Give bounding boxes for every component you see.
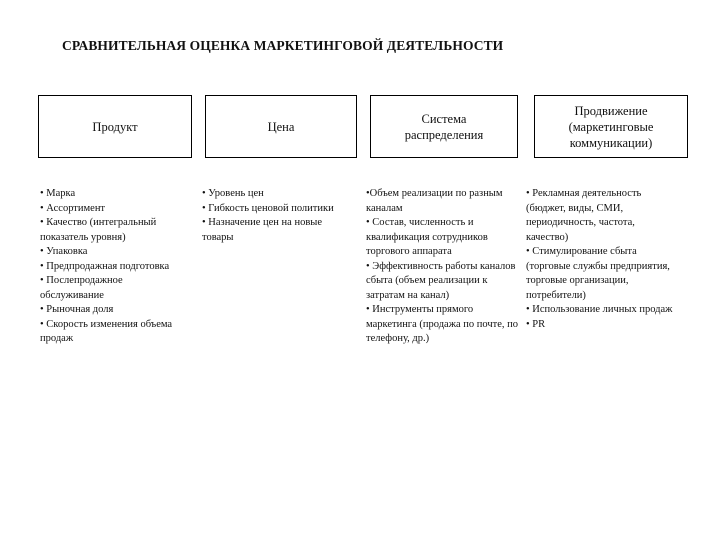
promotion-items-list: [526, 187, 676, 332]
page-title: СРАВНИТЕЛЬНАЯ ОЦЕНКА МАРКЕТИНГОВОЙ ДЕЯТЕЛЬНОСТИ: [62, 38, 504, 53]
price-items-list: [202, 187, 352, 245]
header-label-promotion: Продвижение (маркетинговые коммуникации): [568, 103, 654, 150]
product-items-list: [40, 187, 186, 347]
list-item: • Рекламная деятельность (бюджет, виды, СМИ, периодичность, частота, качество): [526, 188, 642, 243]
list-item: • Уровень цен: [202, 188, 264, 199]
list-item: • PR: [526, 318, 546, 330]
list-item: • Послепродажное обслуживание: [40, 275, 123, 301]
list-item: • Инструменты прямого маркетинга (продажа по почте, по телефону, др.): [366, 304, 518, 344]
list-item: • Рыночная доля: [40, 304, 114, 315]
list-item: • Использование личных продаж: [526, 304, 673, 315]
list-item: • Назначение цен на новые товары: [202, 217, 322, 243]
list-item: • Ассортимент: [40, 202, 106, 214]
header-box-distribution: [370, 95, 518, 158]
header-box-product: [38, 95, 192, 158]
list-item: • Качество (интегральный показатель уровня): [40, 217, 157, 243]
list-item: • Эффективность работы каналов сбыта (объем реализации к затратам на канал): [366, 260, 516, 301]
list-item: • Состав, численность и квалификация сотрудников торгового аппарата: [366, 217, 488, 257]
header-box-price: [205, 95, 357, 158]
list-item: • Гибкость ценовой политики: [202, 202, 334, 214]
list-item: • Скорость изменения объема продаж: [40, 318, 173, 344]
distribution-items-list: [366, 187, 518, 347]
list-item: • Марка: [40, 188, 76, 199]
header-box-promotion: [534, 95, 688, 158]
header-label-product: Продукт: [92, 119, 138, 134]
list-item: • Стимулирование сбыта (торговые службы предприятия, торговые организации, потребители): [526, 246, 670, 301]
header-label-price: Цена: [267, 119, 295, 134]
list-item: •Объем реализации по разным каналам: [366, 188, 503, 214]
list-item: • Упаковка: [40, 246, 88, 257]
list-item: • Предпродажная подготовка: [40, 260, 170, 272]
header-label-distribution: Система распределения: [404, 111, 484, 142]
